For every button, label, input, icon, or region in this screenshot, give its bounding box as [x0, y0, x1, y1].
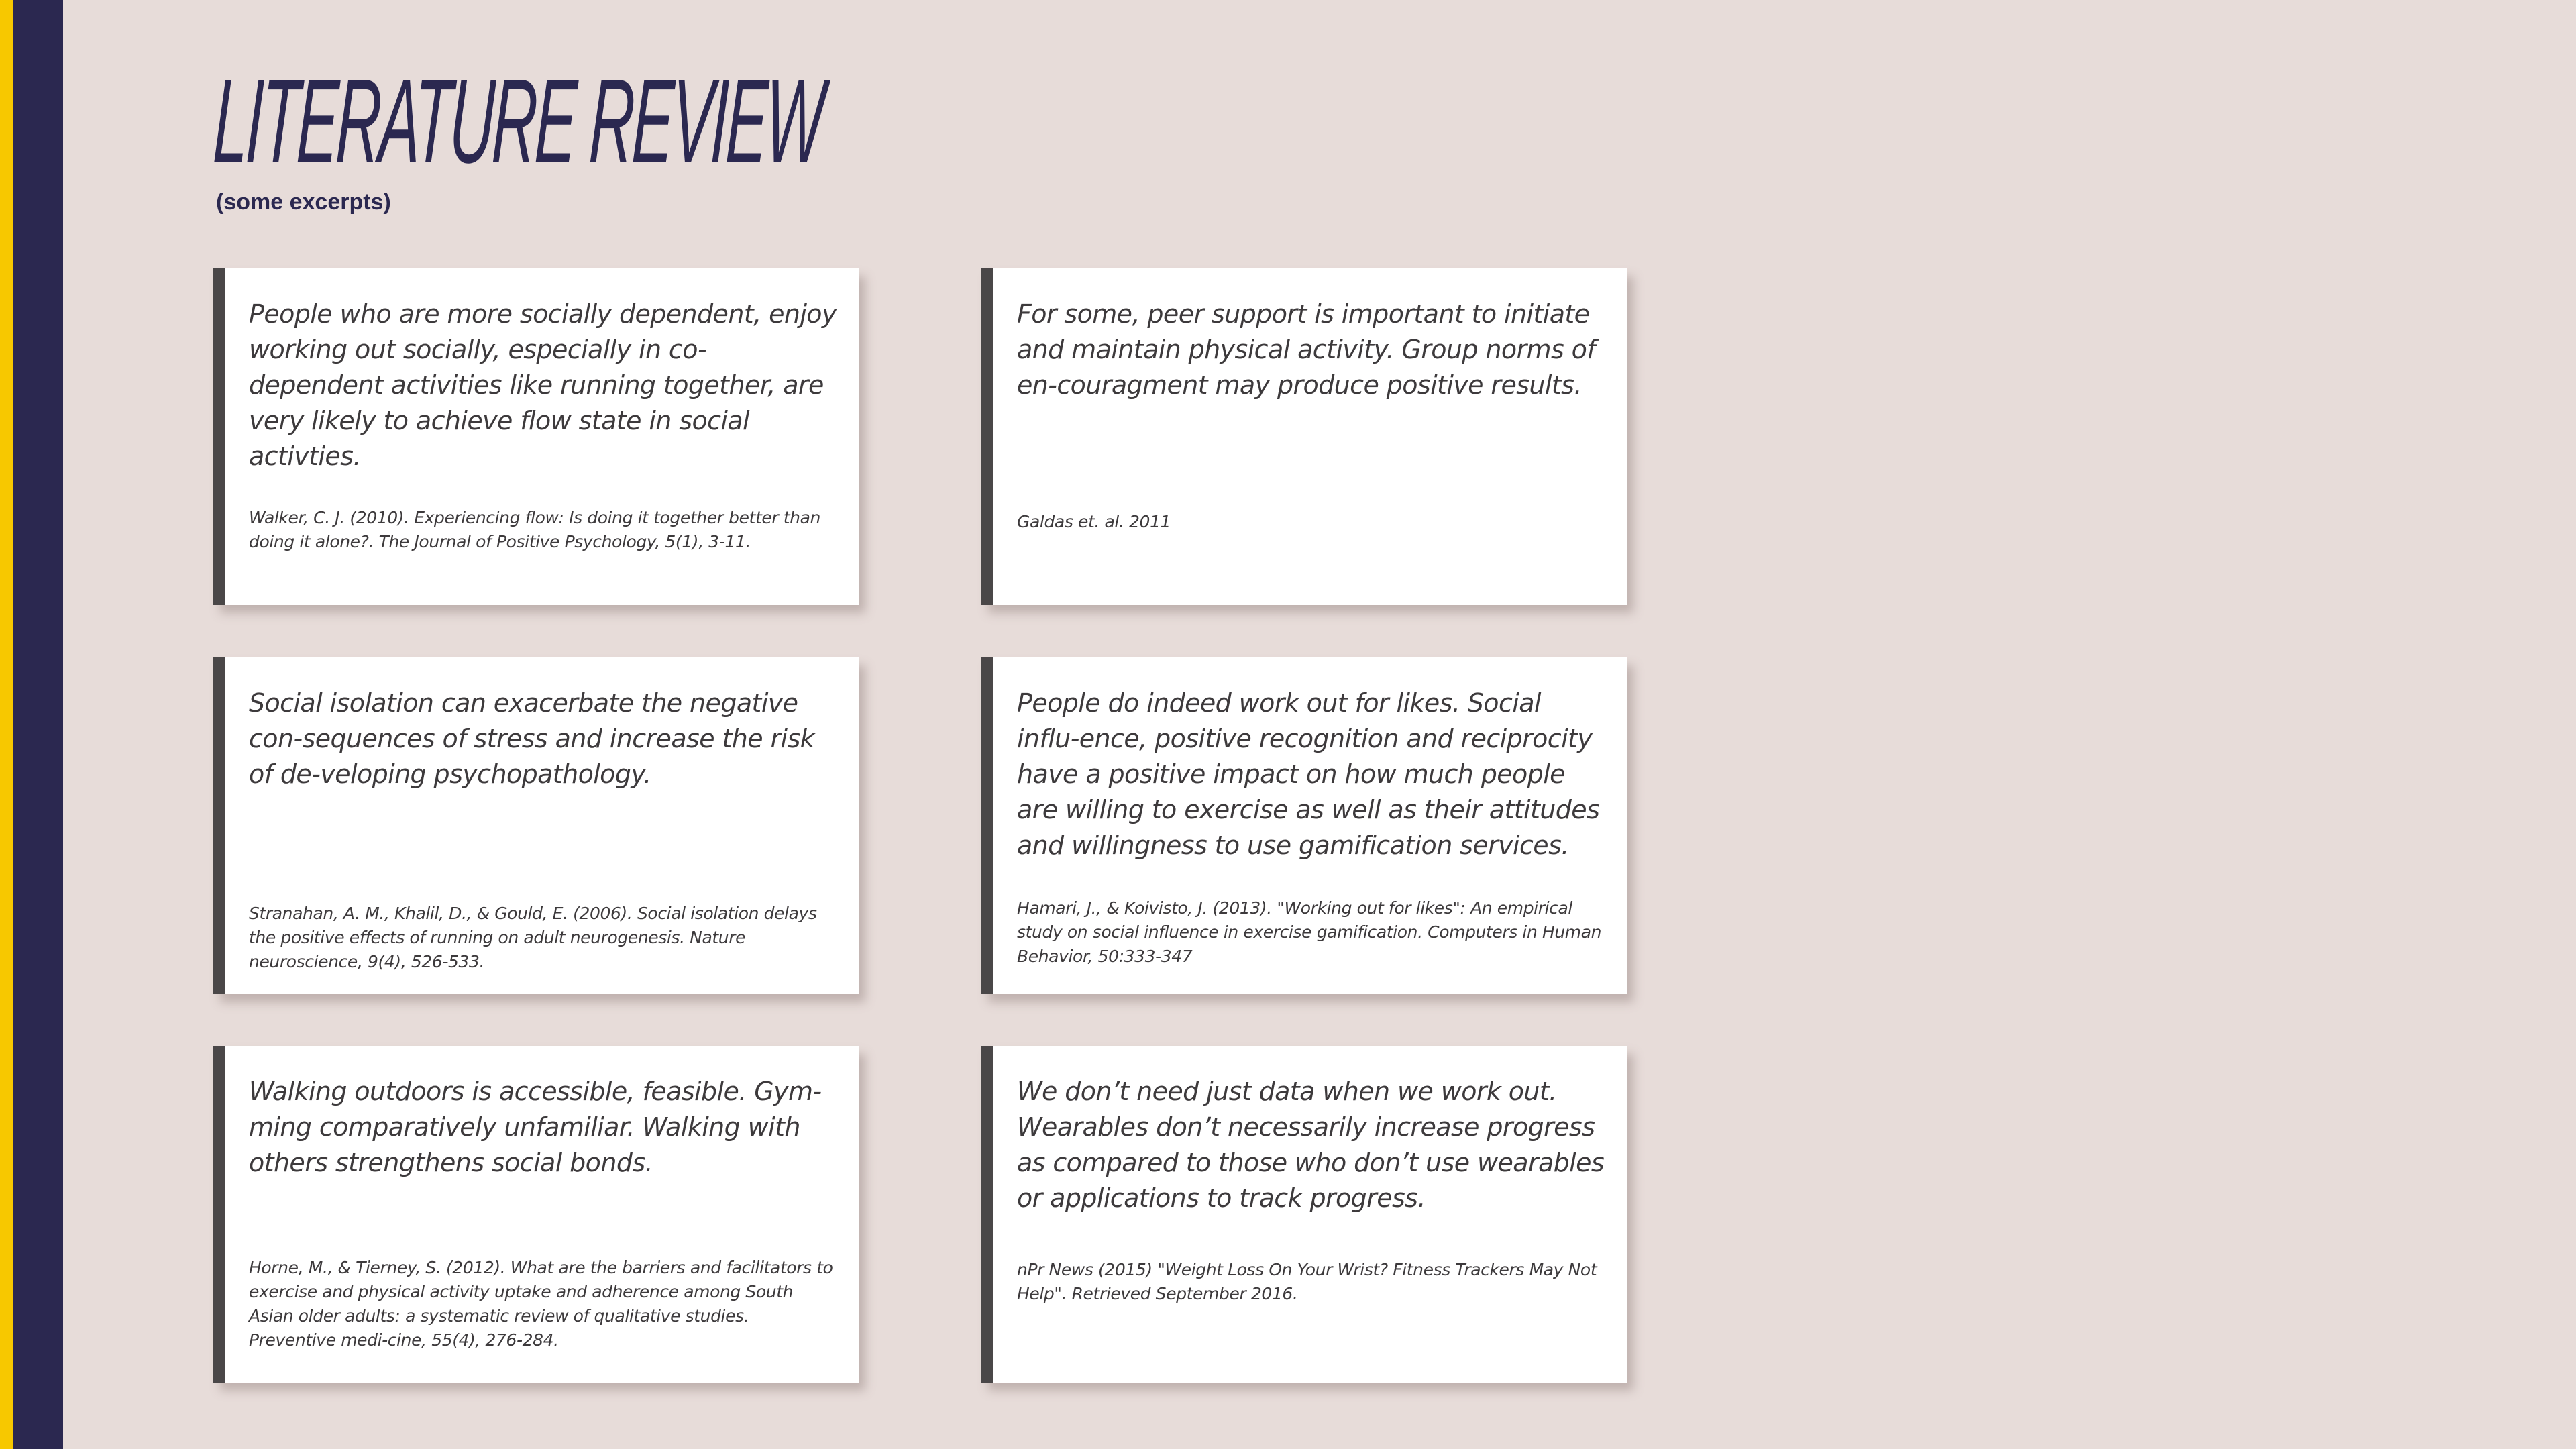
excerpt-card-3 [213, 657, 859, 994]
excerpt-card-4 [981, 657, 1627, 994]
excerpt-card-2 [981, 268, 1627, 605]
excerpt-quote: Social isolation can exacerbate the negative con-sequences of stress and increase the risk of de-veloping psychopathology. [249, 688, 815, 789]
excerpt-quote: People do indeed work out for likes. Social influ-ence, positive recognition and reciprocity have a positive impact on how much people are willing to exercise as well as their attitudes and willingness to use gamification services. [1017, 688, 1600, 860]
excerpt-card-1 [213, 268, 859, 605]
excerpt-citation: Galdas et. al. 2011 [1017, 512, 1171, 531]
excerpt-quote: People who are more socially dependent, enjoy working out socially, especially in co-dependent activities like running together, are very likely to achieve flow state in social activties. [249, 299, 837, 471]
excerpt-card-6 [981, 1046, 1627, 1383]
accent-stripe-yellow [0, 0, 13, 1449]
page-subtitle: (some excerpts) [216, 189, 391, 215]
excerpt-citation: Walker, C. J. (2010). Experiencing flow: Is doing it together better than doing it alone?. The Journal of Positive Psychology, 5(1), 3-11. [249, 508, 820, 551]
excerpt-card-5 [213, 1046, 859, 1383]
excerpt-quote: For some, peer support is important to initiate and maintain physical activity. Group norms of en-couragment may produce positive results. [1017, 299, 1596, 400]
excerpt-quote: We don’t need just data when we work out. Wearables don’t necessarily increase progress as compared to those who don’t use wearables or applications to track progress. [1017, 1077, 1605, 1213]
excerpt-citation: Hamari, J., & Koivisto, J. (2013). "Working out for likes": An empirical study on social influence in exercise gamification. Computers in Human Behavior, 50:333-347 [1017, 898, 1602, 966]
accent-stripe-navy [13, 0, 63, 1449]
excerpt-quote: Walking outdoors is accessible, feasible. Gym-ming comparatively unfamiliar. Walking with others strengthens social bonds. [249, 1077, 822, 1177]
excerpt-citation: Horne, M., & Tierney, S. (2012). What are the barriers and facilitators to exercise and physical activity uptake and adherence among South Asian older adults: a systematic review of qualitative studies. Preventive medi-cine, 55(4), 276-284. [249, 1258, 833, 1350]
page-title: LITERATURE REVIEW [211, 54, 825, 188]
excerpt-citation: Stranahan, A. M., Khalil, D., & Gould, E. (2006). Social isolation delays the positive effects of running on adult neurogenesis. Nature neuroscience, 9(4), 526-533. [249, 904, 817, 971]
excerpt-citation: nPr News (2015) "Weight Loss On Your Wrist? Fitness Trackers May Not Help". Retrieved September 2016. [1017, 1260, 1597, 1303]
